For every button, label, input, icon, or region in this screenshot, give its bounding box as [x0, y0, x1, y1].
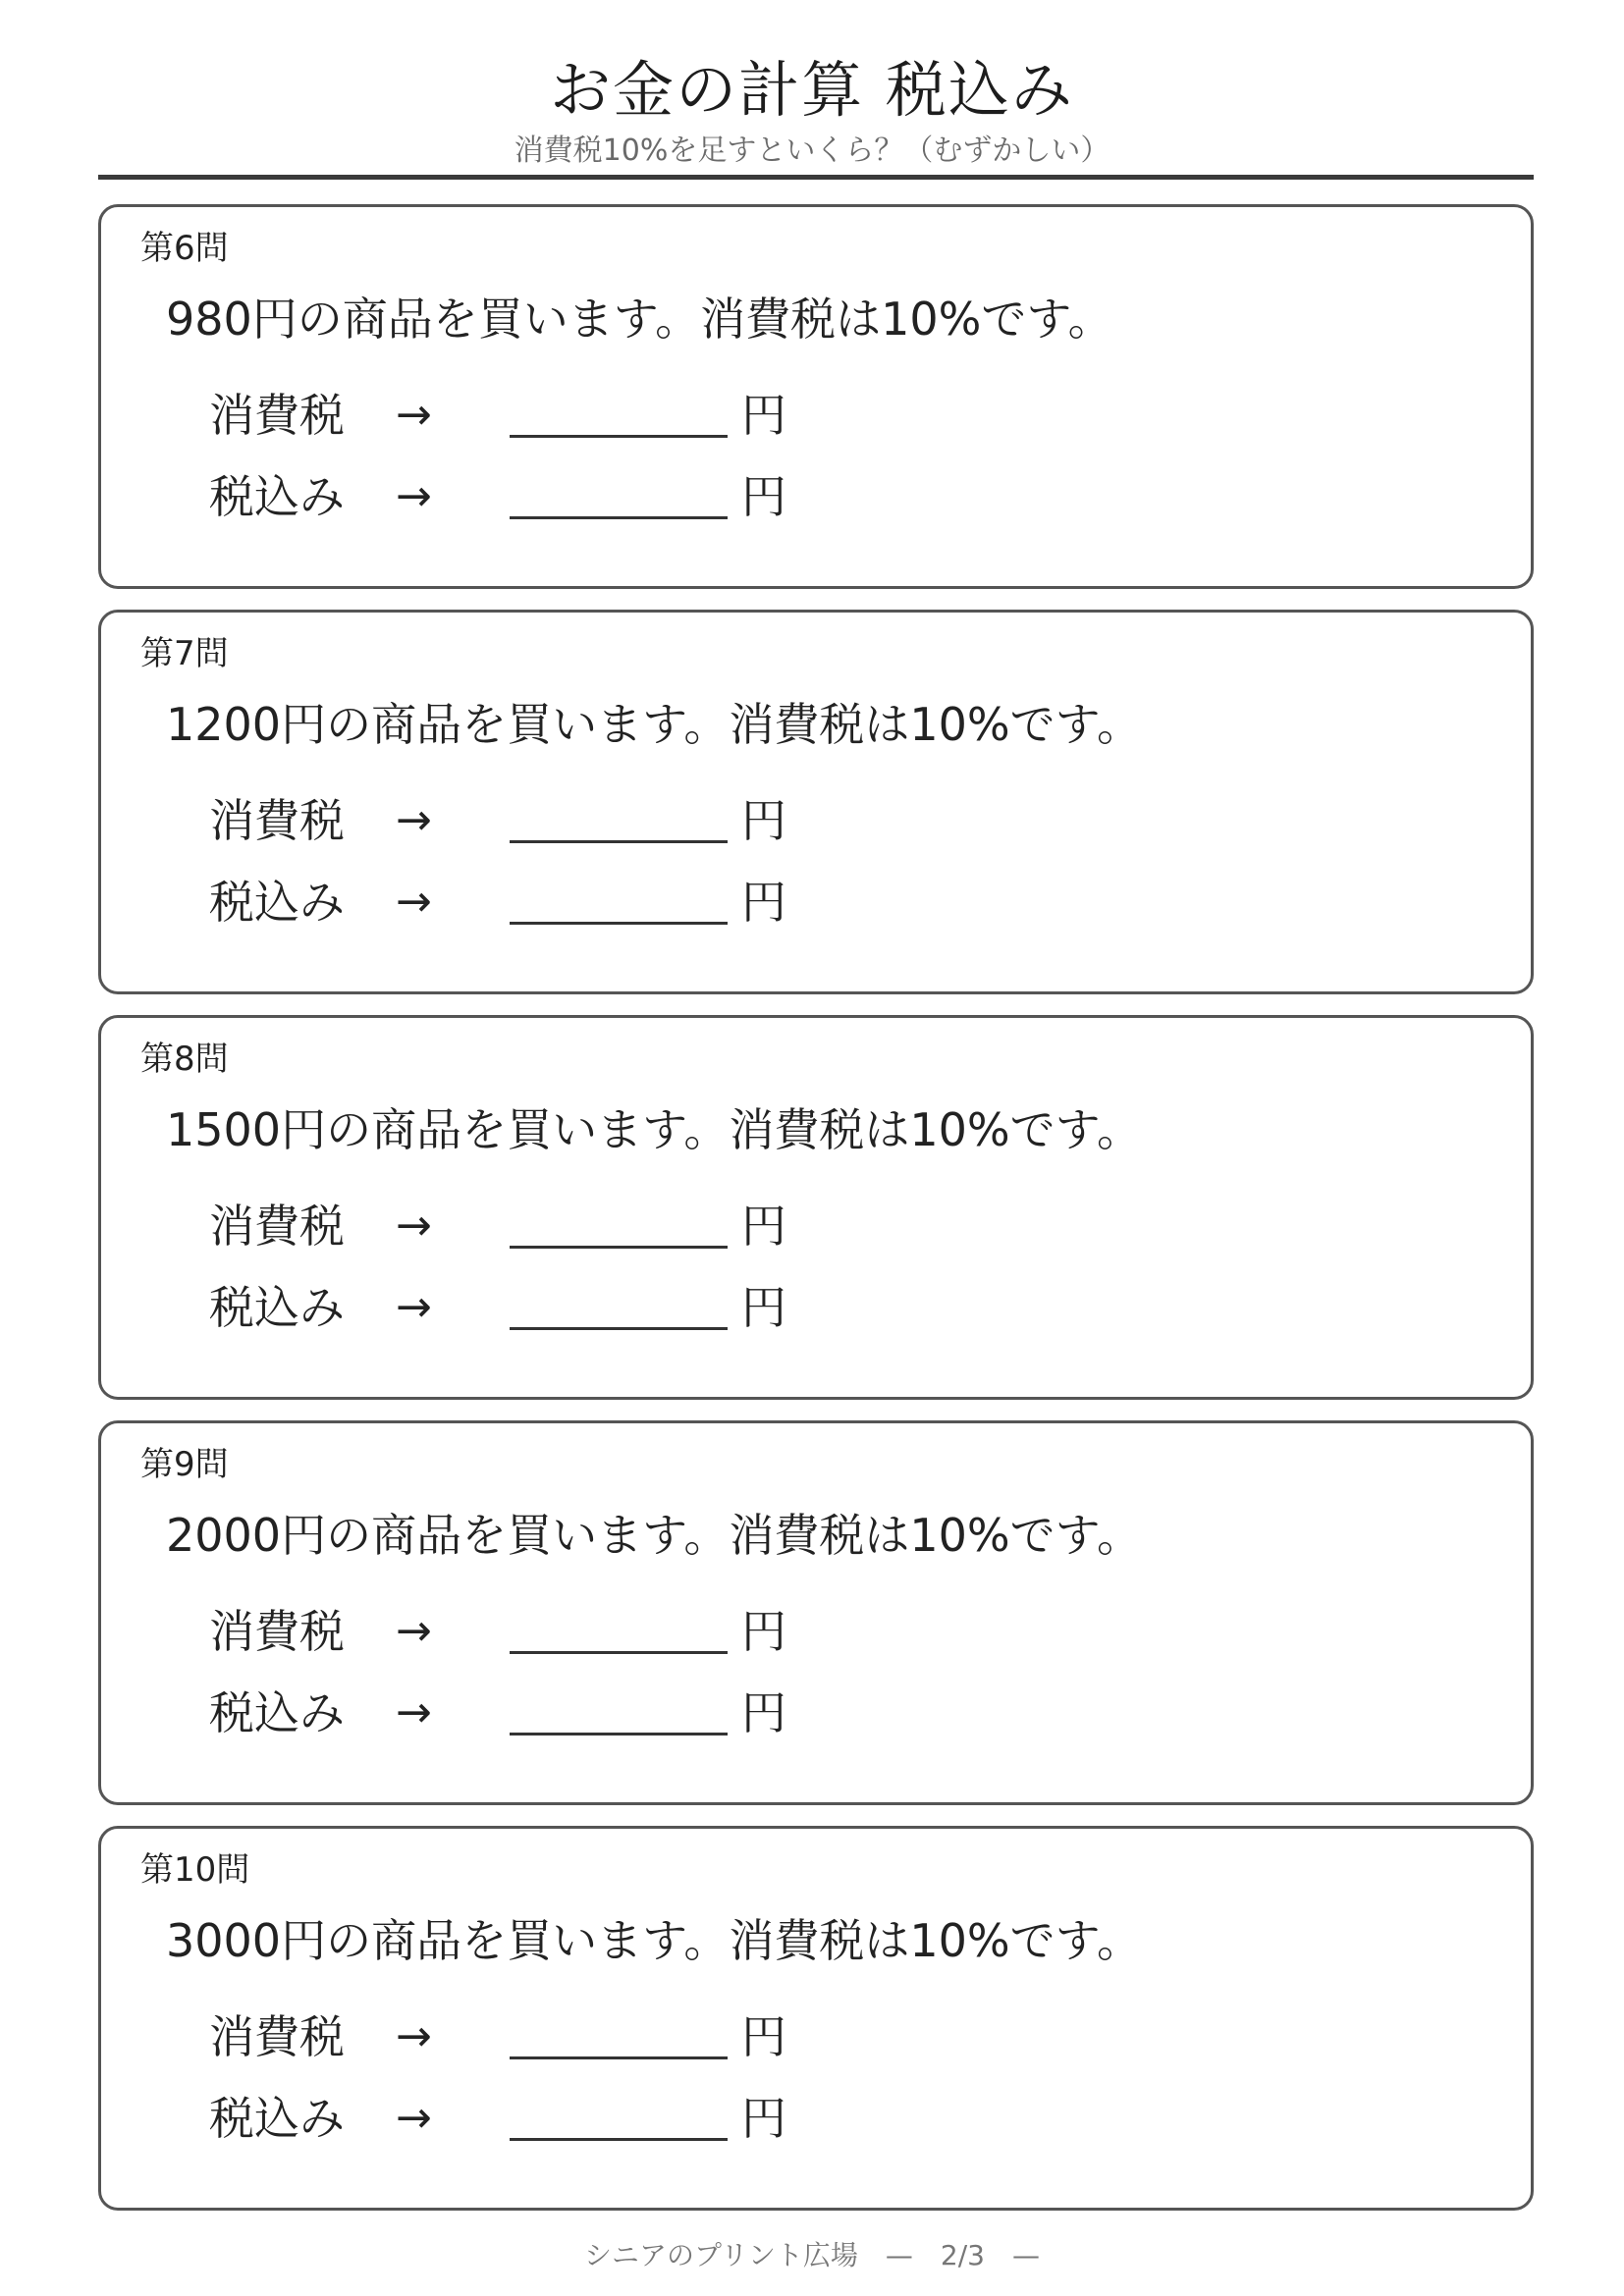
arrow-icon: → [396, 1201, 432, 1251]
tax-answer-row [101, 1602, 1531, 1661]
yen-unit: 円 [741, 1605, 786, 1658]
page-subtitle: 消費税10%を足すといくら？（むずかしい） [514, 133, 1110, 168]
header-divider [98, 175, 1534, 180]
total-answer-blank[interactable] [510, 922, 728, 925]
total-answer-row [101, 1683, 1531, 1742]
problem-number: 第10問 [140, 1850, 250, 1890]
yen-unit: 円 [741, 470, 786, 523]
arrow-icon: → [396, 2093, 432, 2143]
yen-unit: 円 [741, 1200, 786, 1253]
yen-unit: 円 [741, 1686, 786, 1739]
problem-card [98, 1420, 1534, 1805]
total-label: 税込み [209, 876, 345, 929]
arrow-icon: → [396, 1687, 432, 1737]
total-answer-row [101, 2089, 1531, 2148]
tax-answer-blank[interactable] [510, 840, 728, 843]
problem-card [98, 1015, 1534, 1400]
total-answer-row [101, 873, 1531, 932]
problem-text: 980円の商品を買います。消費税は10%です。 [166, 293, 1113, 346]
arrow-icon: → [396, 471, 432, 521]
yen-unit: 円 [741, 389, 786, 442]
problem-text: 1500円の商品を買います。消費税は10%です。 [166, 1103, 1142, 1156]
tax-answer-row [101, 1197, 1531, 1255]
total-answer-row [101, 1278, 1531, 1337]
tax-answer-row [101, 791, 1531, 850]
yen-unit: 円 [741, 876, 786, 929]
tax-answer-row [101, 386, 1531, 445]
total-label: 税込み [209, 470, 345, 523]
total-label: 税込み [209, 1686, 345, 1739]
problem-text: 1200円の商品を買います。消費税は10%です。 [166, 698, 1142, 751]
tax-label: 消費税 [209, 794, 345, 847]
yen-unit: 円 [741, 2010, 786, 2063]
problem-number: 第8問 [140, 1040, 229, 1079]
yen-unit: 円 [741, 2092, 786, 2145]
tax-answer-blank[interactable] [510, 1651, 728, 1654]
arrow-icon: → [396, 390, 432, 440]
problem-text: 2000円の商品を買います。消費税は10%です。 [166, 1509, 1142, 1562]
yen-unit: 円 [741, 794, 786, 847]
total-answer-blank[interactable] [510, 516, 728, 519]
page-header [0, 51, 1624, 171]
problem-card [98, 610, 1534, 994]
total-answer-blank[interactable] [510, 2138, 728, 2141]
problem-card [98, 204, 1534, 589]
problem-card [98, 1826, 1534, 2211]
tax-label: 消費税 [209, 389, 345, 442]
page-title: お金の計算 税込み [550, 54, 1074, 126]
yen-unit: 円 [741, 1281, 786, 1334]
total-label: 税込み [209, 1281, 345, 1334]
tax-answer-blank[interactable] [510, 2056, 728, 2059]
problem-number: 第6問 [140, 229, 229, 268]
arrow-icon: → [396, 877, 432, 927]
tax-label: 消費税 [209, 2010, 345, 2063]
arrow-icon: → [396, 1282, 432, 1332]
tax-label: 消費税 [209, 1200, 345, 1253]
total-answer-blank[interactable] [510, 1733, 728, 1735]
total-label: 税込み [209, 2092, 345, 2145]
problem-text: 3000円の商品を買います。消費税は10%です。 [166, 1914, 1142, 1967]
arrow-icon: → [396, 2011, 432, 2061]
total-answer-row [101, 467, 1531, 526]
tax-answer-blank[interactable] [510, 1246, 728, 1249]
tax-answer-row [101, 2007, 1531, 2066]
problem-number: 第7問 [140, 634, 229, 673]
arrow-icon: → [396, 1606, 432, 1656]
problem-list [98, 204, 1534, 2231]
tax-label: 消費税 [209, 1605, 345, 1658]
total-answer-blank[interactable] [510, 1327, 728, 1330]
problem-number: 第9問 [140, 1445, 229, 1484]
tax-answer-blank[interactable] [510, 435, 728, 438]
page-footer: シニアのプリント広場 — 2/3 — [584, 2239, 1040, 2271]
arrow-icon: → [396, 795, 432, 845]
